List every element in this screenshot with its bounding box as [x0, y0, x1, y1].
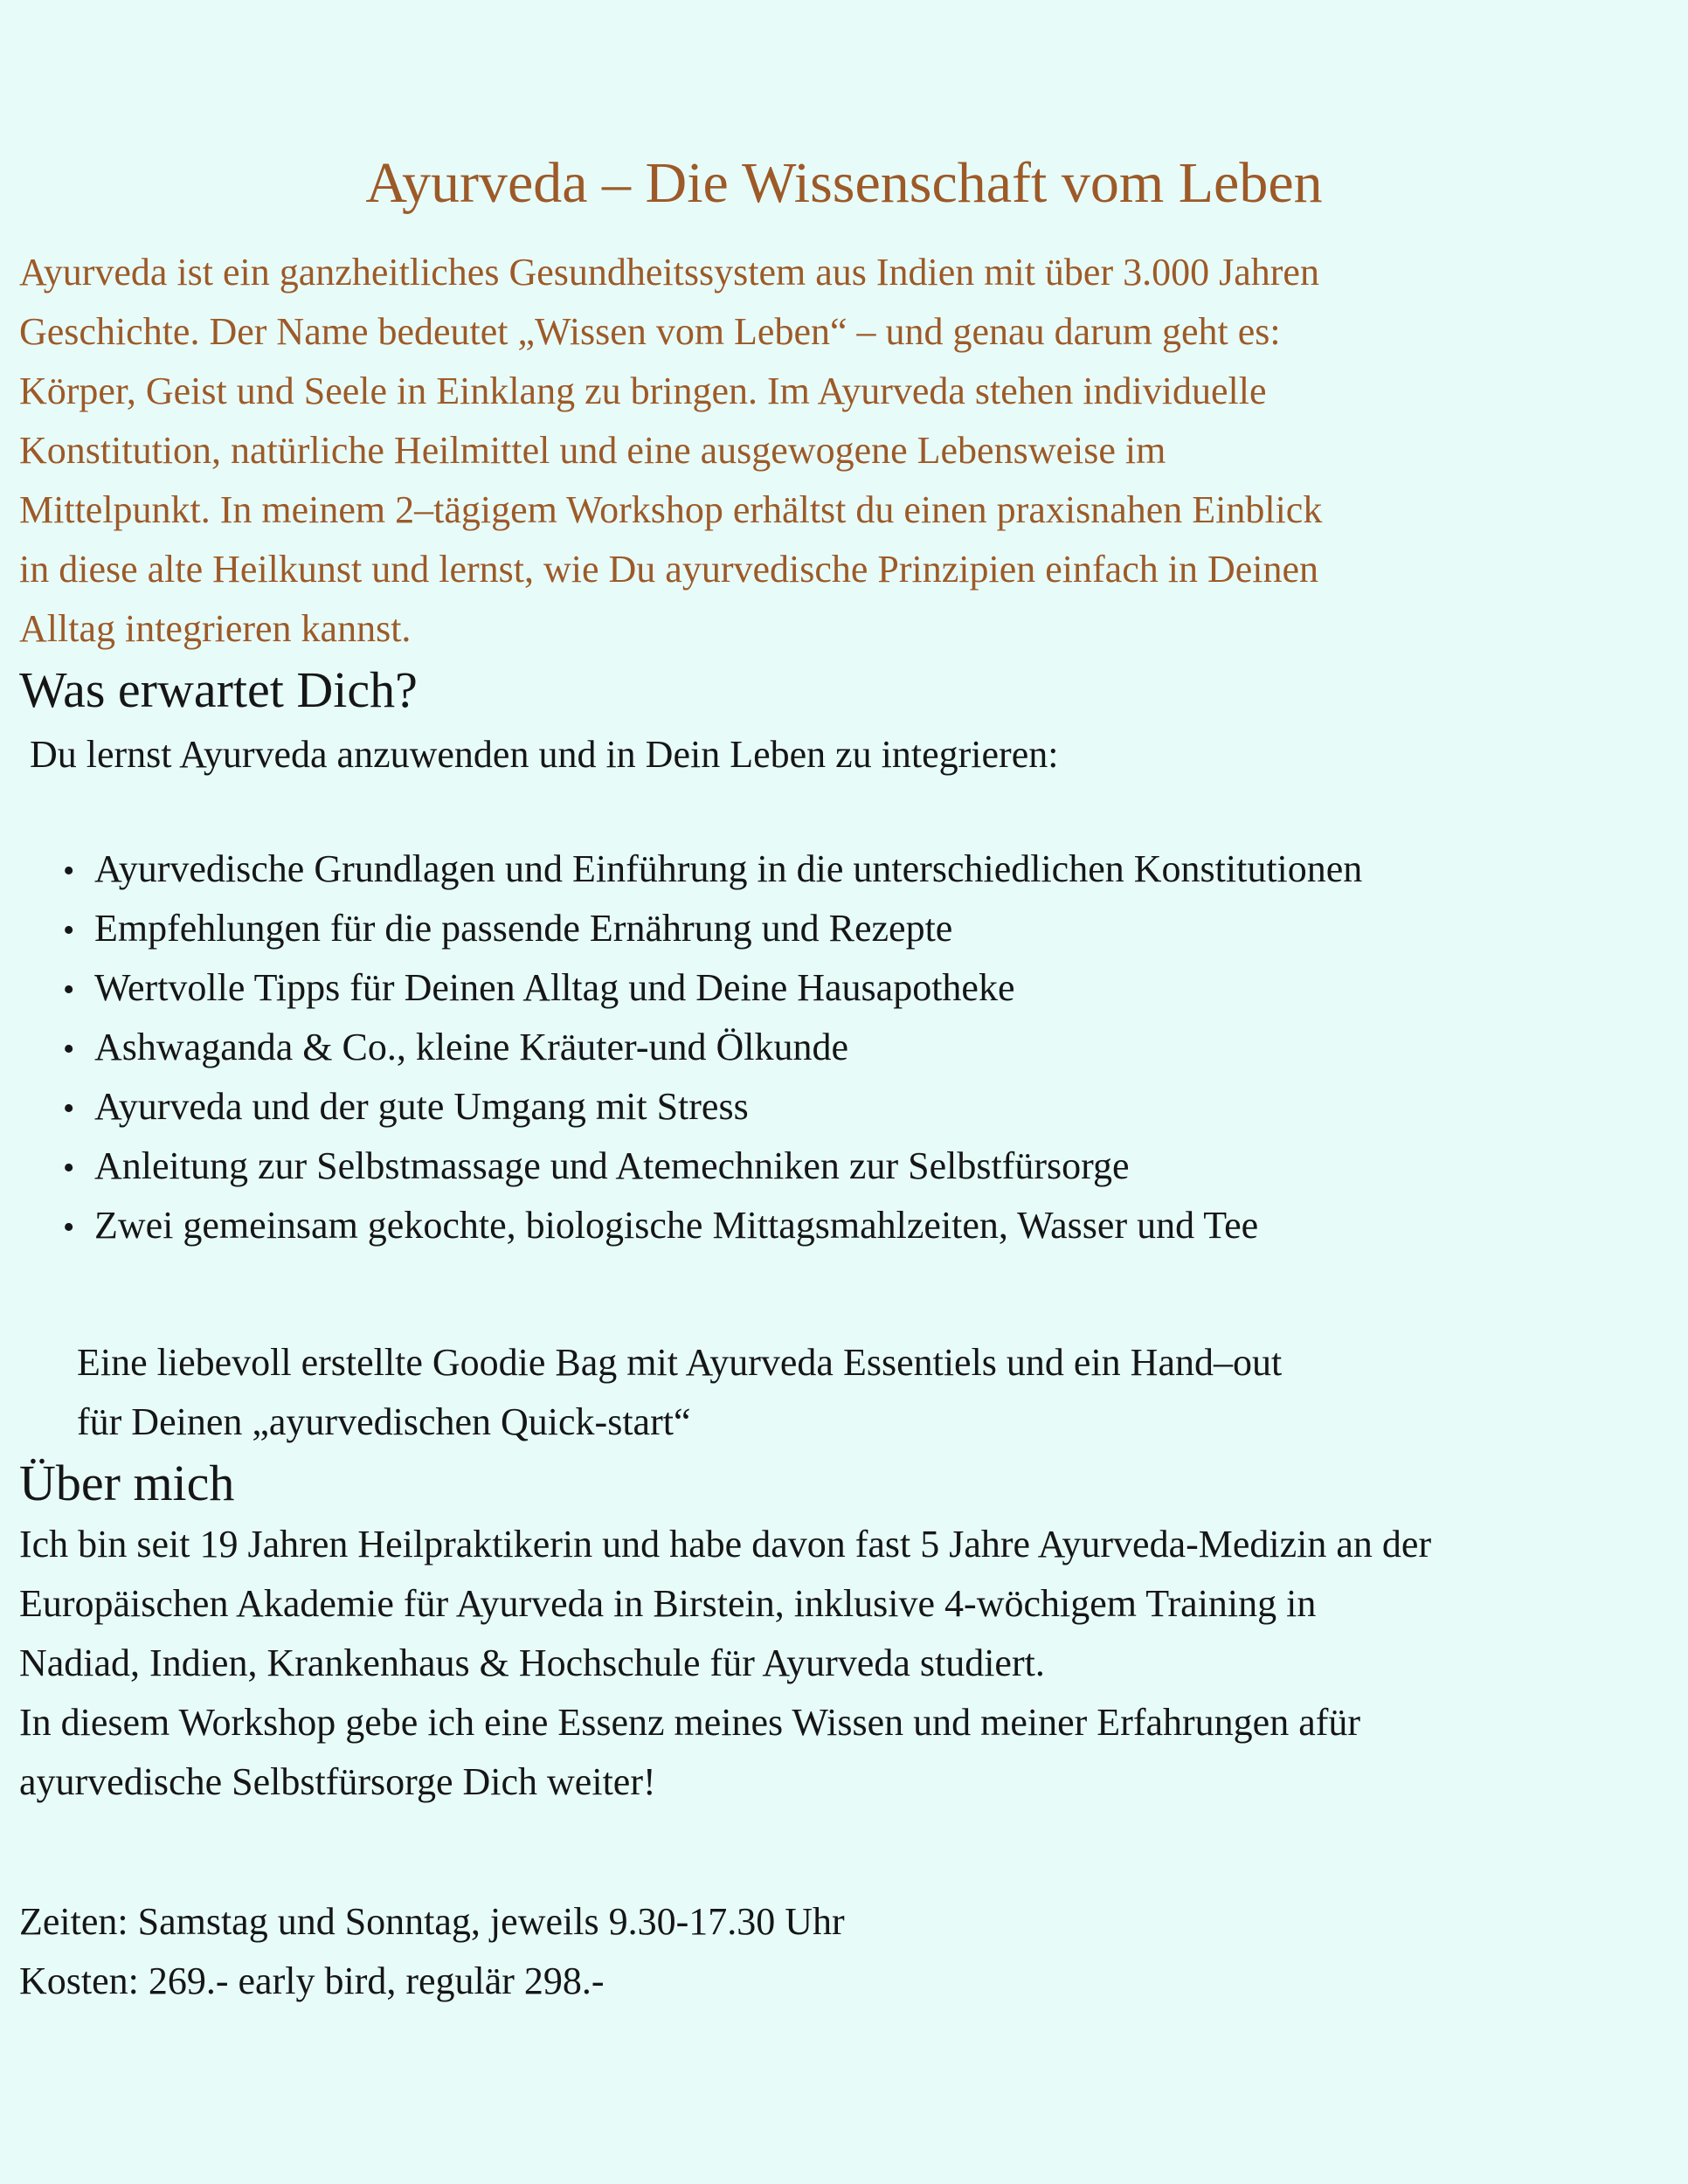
about-line: Nadiad, Indien, Krankenhaus & Hochschule für Ayurveda studiert. [19, 1641, 1045, 1684]
intro-line: Ayurveda ist ein ganzheitliches Gesundheitssystem aus Indien mit über 3.000 Jahren [19, 251, 1319, 294]
bullet-dot-icon: • [63, 1090, 75, 1127]
bullet-dot-icon: • [63, 853, 75, 889]
bullet-item [19, 1019, 1669, 1078]
bullet-item [19, 959, 1669, 1019]
bullet-text: Ayurvedische Grundlagen und Einführung in die unterschiedlichen Konstitutionen [94, 847, 1363, 890]
bullet-text: Ayurveda und der gute Umgang mit Stress [94, 1085, 749, 1128]
bullet-item [19, 900, 1669, 959]
intro-line: Geschichte. Der Name bedeutet „Wissen vom Leben“ – und genau darum geht es: [19, 310, 1281, 353]
bullet-item [19, 1078, 1669, 1137]
bullet-dot-icon: • [63, 971, 75, 1008]
bullet-dot-icon: • [63, 1209, 75, 1246]
intro-line: in diese alte Heilkunst und lernst, wie Du ayurvedische Prinzipien einfach in Deinen [19, 548, 1319, 591]
intro-paragraph [19, 243, 1669, 659]
bullet-item [19, 1137, 1669, 1197]
expect-bullet-list [19, 840, 1669, 1256]
goodie-line: Eine liebevoll erstellte Goodie Bag mit Ayurveda Essentiels und ein Hand–out [77, 1341, 1283, 1384]
expect-subline: Du lernst Ayurveda anzuwenden und in Dein Leben zu integrieren: [30, 733, 1059, 776]
bullet-item [19, 840, 1669, 900]
about-line: Europäischen Akademie für Ayurveda in Birstein, inklusive 4-wöchigem Training in [19, 1582, 1317, 1625]
goodie-line: für Deinen „ayurvedischen Quick-start“ [77, 1400, 691, 1443]
goodie-bag-note [77, 1333, 1669, 1452]
bullet-item [19, 1197, 1669, 1256]
bullet-dot-icon: • [63, 912, 75, 949]
bullet-text: Anleitung zur Selbstmassage und Atemechniken zur Selbstfürsorge [94, 1144, 1130, 1187]
about-line: ayurvedische Selbstfürsorge Dich weiter! [19, 1760, 656, 1803]
bullet-dot-icon: • [63, 1150, 75, 1186]
about-paragraph [19, 1515, 1669, 1812]
section-heading-was-erwartet-dich: Was erwartet Dich? [19, 661, 418, 718]
bullet-text: Zwei gemeinsam gekochte, biologische Mittagsmahlzeiten, Wasser und Tee [94, 1204, 1259, 1247]
bullet-text: Wertvolle Tipps für Deinen Alltag und Deine Hausapotheke [94, 966, 1015, 1009]
bullet-text: Empfehlungen für die passende Ernährung und Rezepte [94, 907, 953, 950]
schedule-line: Zeiten: Samstag und Sonntag, jeweils 9.30-17.30 Uhr [19, 1900, 845, 1943]
workshop-details [19, 1892, 1669, 2011]
intro-line: Mittelpunkt. In meinem 2–tägigem Workshop erhältst du einen praxisnahen Einblick [19, 488, 1323, 531]
intro-line: Körper, Geist und Seele in Einklang zu bringen. Im Ayurveda stehen individuelle [19, 370, 1267, 412]
bullet-dot-icon: • [63, 1031, 75, 1068]
price-line: Kosten: 269.- early bird, regulär 298.- [19, 1959, 605, 2002]
intro-line: Konstitution, natürliche Heilmittel und eine ausgewogene Lebensweise im [19, 429, 1166, 472]
intro-line: Alltag integrieren kannst. [19, 607, 412, 650]
about-line: In diesem Workshop gebe ich eine Essenz meines Wissen und meiner Erfahrungen afür [19, 1701, 1361, 1744]
page-title: Ayurveda – Die Wissenschaft vom Leben [365, 151, 1323, 215]
bullet-text: Ashwaganda & Co., kleine Kräuter-und Ölkunde [94, 1026, 849, 1068]
about-line: Ich bin seit 19 Jahren Heilpraktikerin und habe davon fast 5 Jahre Ayurveda-Medizin an der [19, 1523, 1432, 1565]
section-heading-ueber-mich: Über mich [19, 1455, 235, 1511]
